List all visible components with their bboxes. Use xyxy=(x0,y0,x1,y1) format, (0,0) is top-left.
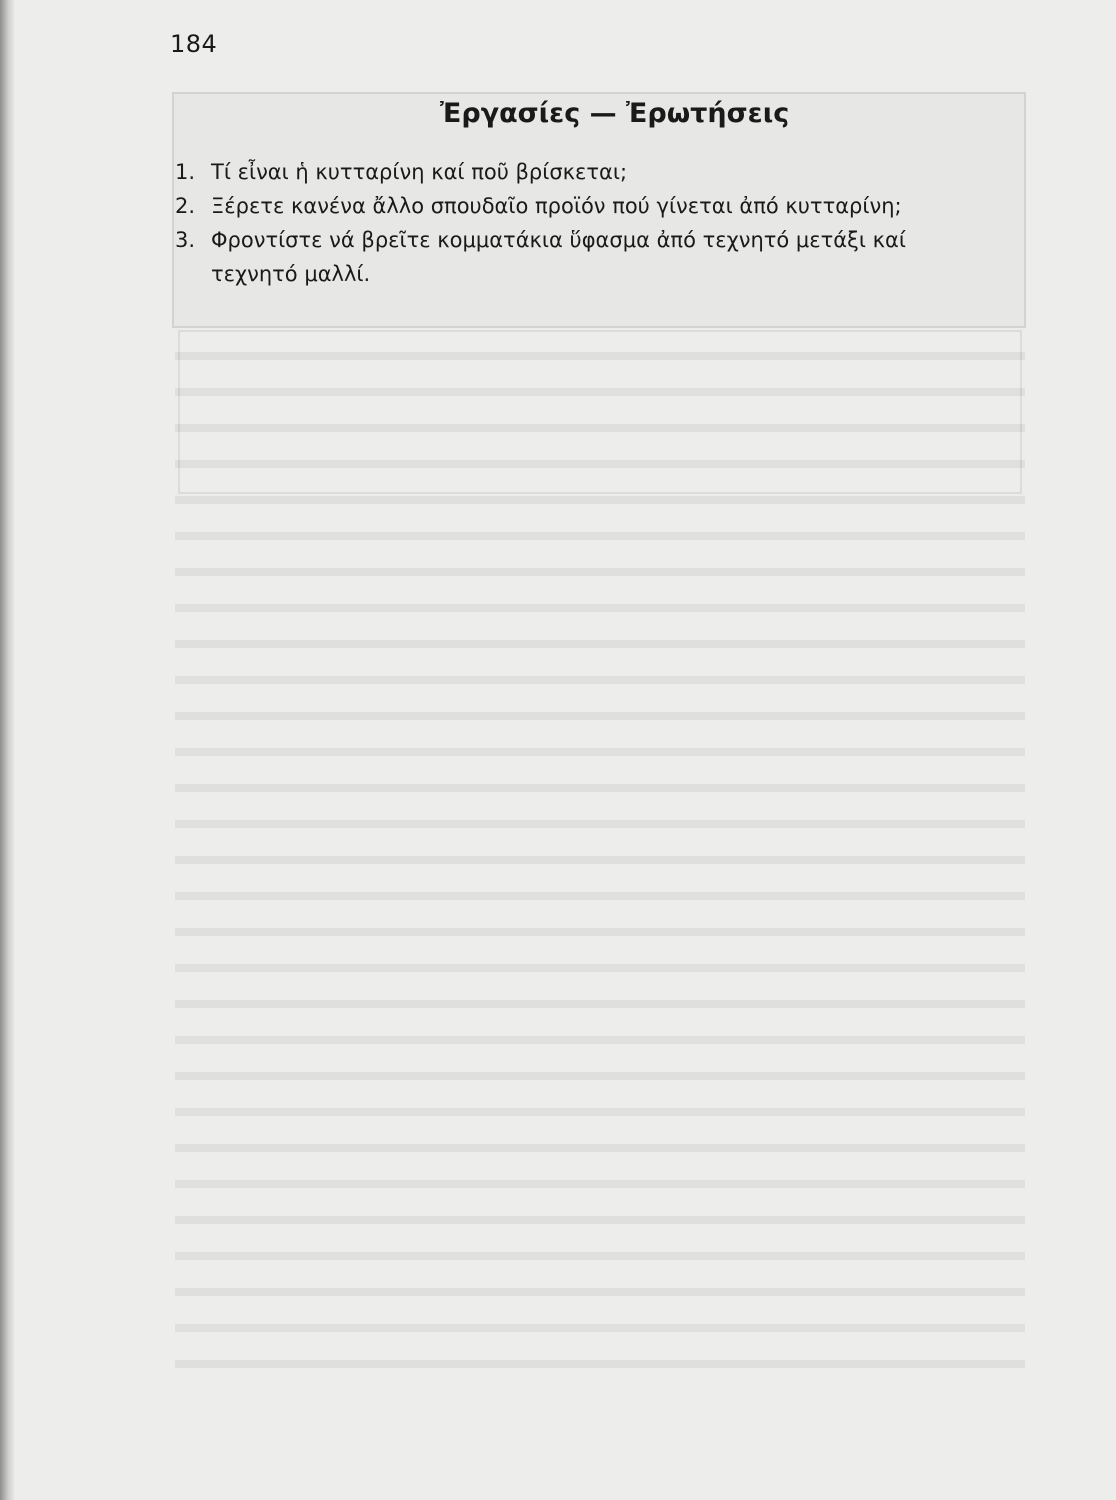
bleed-through-text xyxy=(175,330,1025,1380)
question-text: Τί εἶναι ἡ κυτταρίνη καί ποῦ βρίσκεται; xyxy=(211,160,628,184)
section-heading: Ἐργασίες — Ἐρωτήσεις xyxy=(440,98,790,129)
question-number: 3. xyxy=(175,228,196,252)
question-number: 1. xyxy=(175,160,196,184)
question-number: 2. xyxy=(175,194,196,218)
question-text: Ξέρετε κανένα ἄλλο σπουδαῖο προϊόν πού γίνεται ἀπό κυτταρίνη; xyxy=(211,194,902,218)
page-number: 184 xyxy=(170,30,218,58)
question-text: Φροντίστε νά βρεῖτε κομματάκια ὕφασμα ἀπό τεχνητό μετάξι καί τεχνητό μαλλί. xyxy=(211,228,906,286)
question-item xyxy=(175,223,995,291)
page-edge-shadow xyxy=(0,0,14,1500)
question-list xyxy=(175,155,995,291)
question-item xyxy=(175,189,995,223)
question-item xyxy=(175,155,995,189)
